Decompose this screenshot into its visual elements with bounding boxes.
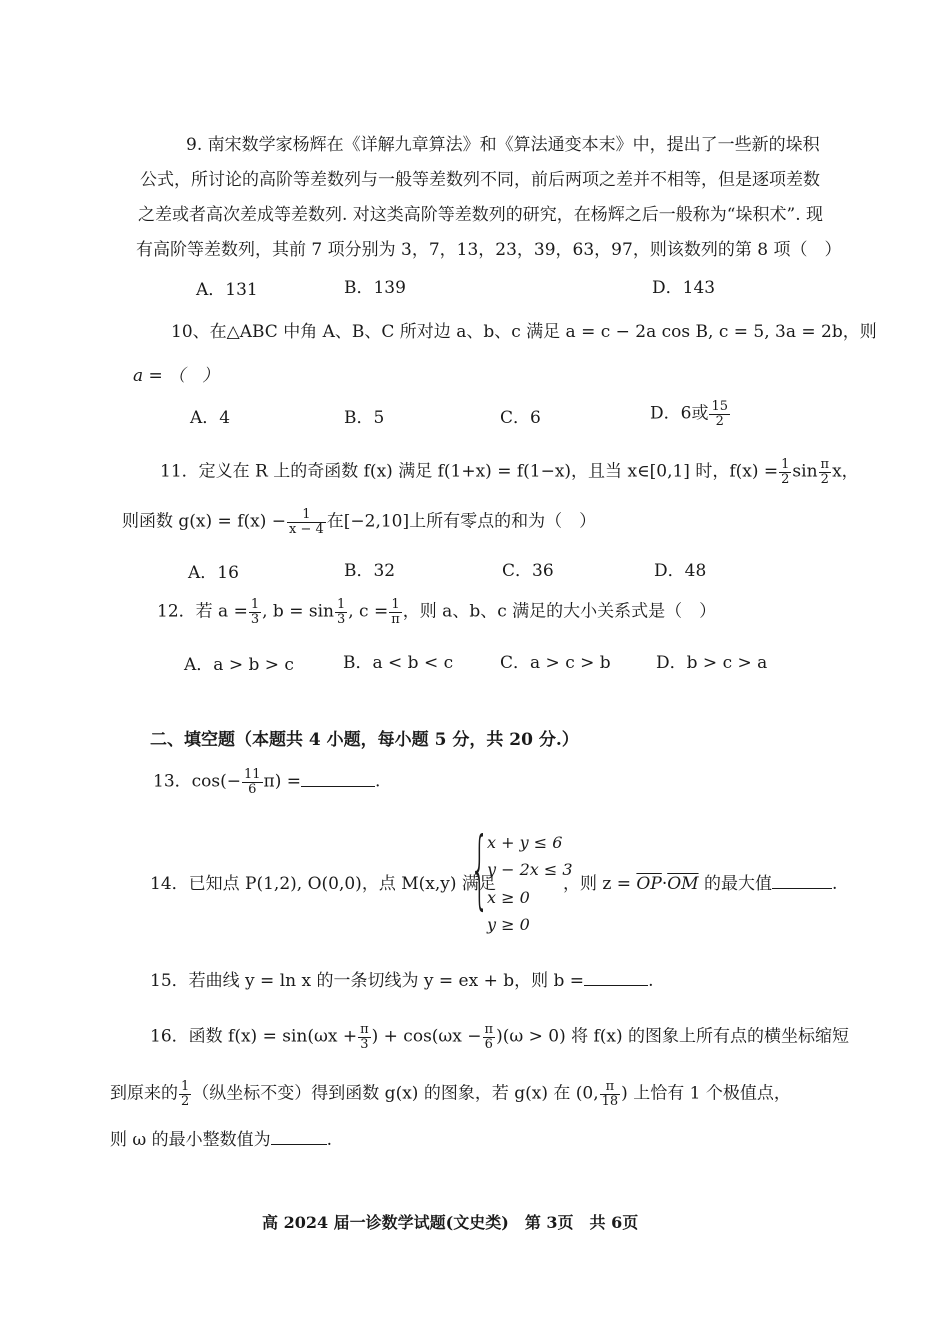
q13-stem (153, 768, 380, 796)
page-footer: 高 2024 届一诊数学试题(文史类) 第 3页 共 6页 (262, 1213, 639, 1232)
q12-lead: 12．若 a = (157, 601, 248, 622)
frac-num: 15 (711, 399, 728, 414)
q9-option-b: B．139 (344, 278, 406, 298)
q15-text: 15．若曲线 y = ln x 的一条切线为 y = ex + b，则 b = (150, 971, 585, 991)
frac-num: π (820, 457, 830, 472)
q16-lead: 16．函数 f(x) = sin(ωx + (150, 1026, 358, 1047)
q14-constraint-2: y − 2x ≤ 3 (487, 860, 573, 879)
q12-option-d: D．b > c > a (656, 653, 768, 673)
q11-option-a: A．16 (188, 563, 239, 583)
q16-line3 (110, 1132, 332, 1149)
q14-tail (563, 876, 837, 893)
q9-line2: 公式，所讨论的高阶等差数列与一般等差数列不同，前后两项之差并不相等，但是逐项差数 (140, 170, 820, 190)
q12-tail: ，则 a、b、c 满足的大小关系式是（ ） (402, 601, 717, 622)
q12-option-c: C．a > c > b (500, 653, 611, 673)
q9-option-a: A．131 (196, 280, 258, 300)
q14-constraint-4: y ≥ 0 (487, 915, 530, 934)
q16-end: . (326, 1130, 333, 1150)
q15-end: . (648, 971, 654, 991)
q14-constraint-3: x ≥ 0 (487, 888, 530, 907)
q11-line1-text: 11．定义在 R 上的奇函数 f(x) 满足 f(1+x) = f(1−x)，且当 x∈[0,1] 时，f(x) = (160, 461, 779, 482)
q11-line2-text-b: 在[−2,10]上所有零点的和为（ ） (326, 511, 597, 532)
frac-den: 2 (181, 1093, 190, 1109)
frac-num: π (360, 1022, 369, 1037)
q10-option-c: C．6 (500, 408, 541, 428)
q11-line1-end: x， (832, 461, 859, 482)
q16-l2c: ) 上恰有 1 个极值点， (621, 1083, 791, 1104)
frac-den: 2 (781, 471, 790, 487)
frac (819, 458, 832, 486)
brace-icon: { (470, 819, 490, 919)
q11-line2 (122, 508, 596, 536)
q14-tail-b: 的最大值 (703, 874, 772, 894)
frac-num: 11 (244, 767, 261, 782)
frac (389, 598, 402, 626)
frac (779, 458, 791, 486)
frac-num: 1 (389, 598, 402, 613)
q10-stem: 10、在△ABC 中角 A、B、C 所对边 a、b、c 满足 a = c − 2a cos B, c = 5, 3a = 2b，则 (171, 322, 877, 342)
frac-num: 1 (781, 457, 790, 472)
q9-line1: 9. 南宋数学家杨辉在《详解九章算法》和《算法通变本末》中，提出了一些新的垛积 (186, 135, 820, 155)
q11-option-c: C．36 (502, 561, 554, 581)
q9-line4: 有高阶等差数列，其前 7 项分别为 3，7，13，23，39，63，97，则该数列的第 8 项（ ） (136, 240, 842, 260)
answer-blank[interactable] (301, 786, 375, 787)
q13-end: . (375, 771, 381, 792)
frac (249, 598, 261, 626)
frac-den: 6 (484, 1036, 493, 1052)
frac (242, 768, 263, 796)
q9-line3: 之差或者高次差成等差数列. 对这类高阶等差数列的研究，在杨辉之后一般称为“垛积术”. 现 (138, 205, 823, 225)
frac-den: 18 (601, 1093, 619, 1109)
q14-tail-a: ，则 z = (563, 874, 632, 894)
q12-option-a: A．a > b > c (184, 655, 294, 675)
q15-stem (150, 973, 653, 990)
vector-om: $\overline{OM}$ (667, 874, 699, 894)
answer-blank[interactable] (772, 888, 832, 889)
frac-den: 2 (715, 413, 724, 429)
frac-den: 2 (820, 471, 829, 487)
q16-mid: ) + cos(ωx − (371, 1026, 482, 1047)
frac-num: 1 (336, 597, 346, 612)
frac (483, 1023, 496, 1051)
q10-option-d-fraction (709, 400, 730, 428)
q10-line2: a = （ ） (133, 366, 220, 386)
frac (335, 598, 347, 626)
q9-option-d: D．143 (652, 278, 716, 298)
q10-option-d-label: D．6或 (650, 403, 709, 424)
q16-line2 (110, 1080, 791, 1108)
answer-blank[interactable] (584, 985, 648, 986)
q12-mid2: , c = (348, 601, 389, 622)
q16-l3: 则 ω 的最小整数值为 (110, 1130, 271, 1150)
q11-option-d: D．48 (654, 561, 707, 581)
q13-lead: 13．cos(− (153, 771, 241, 792)
frac-num: 1 (250, 597, 260, 612)
q11-option-b: B．32 (344, 561, 396, 581)
q12-option-b: B．a < b < c (343, 653, 454, 673)
q14-end: . (831, 874, 838, 894)
answer-blank[interactable] (271, 1144, 327, 1145)
sin-text: sin (792, 461, 818, 482)
q12-stem (157, 598, 716, 626)
q10-option-a: A．4 (190, 408, 231, 428)
frac-den: 6 (248, 781, 257, 797)
frac-num: π (600, 1080, 621, 1095)
frac-den: 3 (360, 1036, 369, 1052)
frac-den: π (391, 611, 400, 627)
q12-mid1: , b = sin (262, 601, 334, 622)
frac-den: 3 (336, 611, 346, 627)
q10-option-b: B．5 (344, 408, 385, 428)
vector-op: $\overline{OP}$ (636, 874, 662, 894)
frac (287, 508, 326, 536)
q16-line1 (150, 1023, 849, 1051)
q16-tail: )(ω > 0) 将 f(x) 的图象上所有点的横坐标缩短 (496, 1026, 850, 1047)
frac (600, 1080, 621, 1108)
frac-num: 1 (287, 508, 326, 523)
q14-lead: 14．已知点 P(1,2), O(0,0)，点 M(x,y) 满足 (150, 874, 496, 894)
q11-line1 (160, 458, 859, 486)
frac-den: x − 4 (288, 521, 324, 537)
frac-num: π (484, 1022, 494, 1037)
frac-num: 1 (181, 1079, 190, 1094)
q11-line2-text: 则函数 g(x) = f(x) − (122, 511, 286, 532)
frac (358, 1023, 371, 1051)
frac (179, 1080, 191, 1108)
q14-constraint-1: x + y ≤ 6 (487, 833, 563, 852)
dot-operator: · (661, 874, 668, 894)
q13-tail: π) = (263, 771, 301, 792)
q10-option-d (650, 400, 731, 428)
frac-den: 3 (250, 611, 260, 627)
section-heading: 二、填空题（本题共 4 小题，每小题 5 分，共 20 分.） (150, 730, 579, 750)
q16-l2b: （纵坐标不变）得到函数 g(x) 的图象，若 g(x) 在 (0, (192, 1083, 599, 1104)
q16-l2a: 到原来的 (110, 1083, 178, 1104)
